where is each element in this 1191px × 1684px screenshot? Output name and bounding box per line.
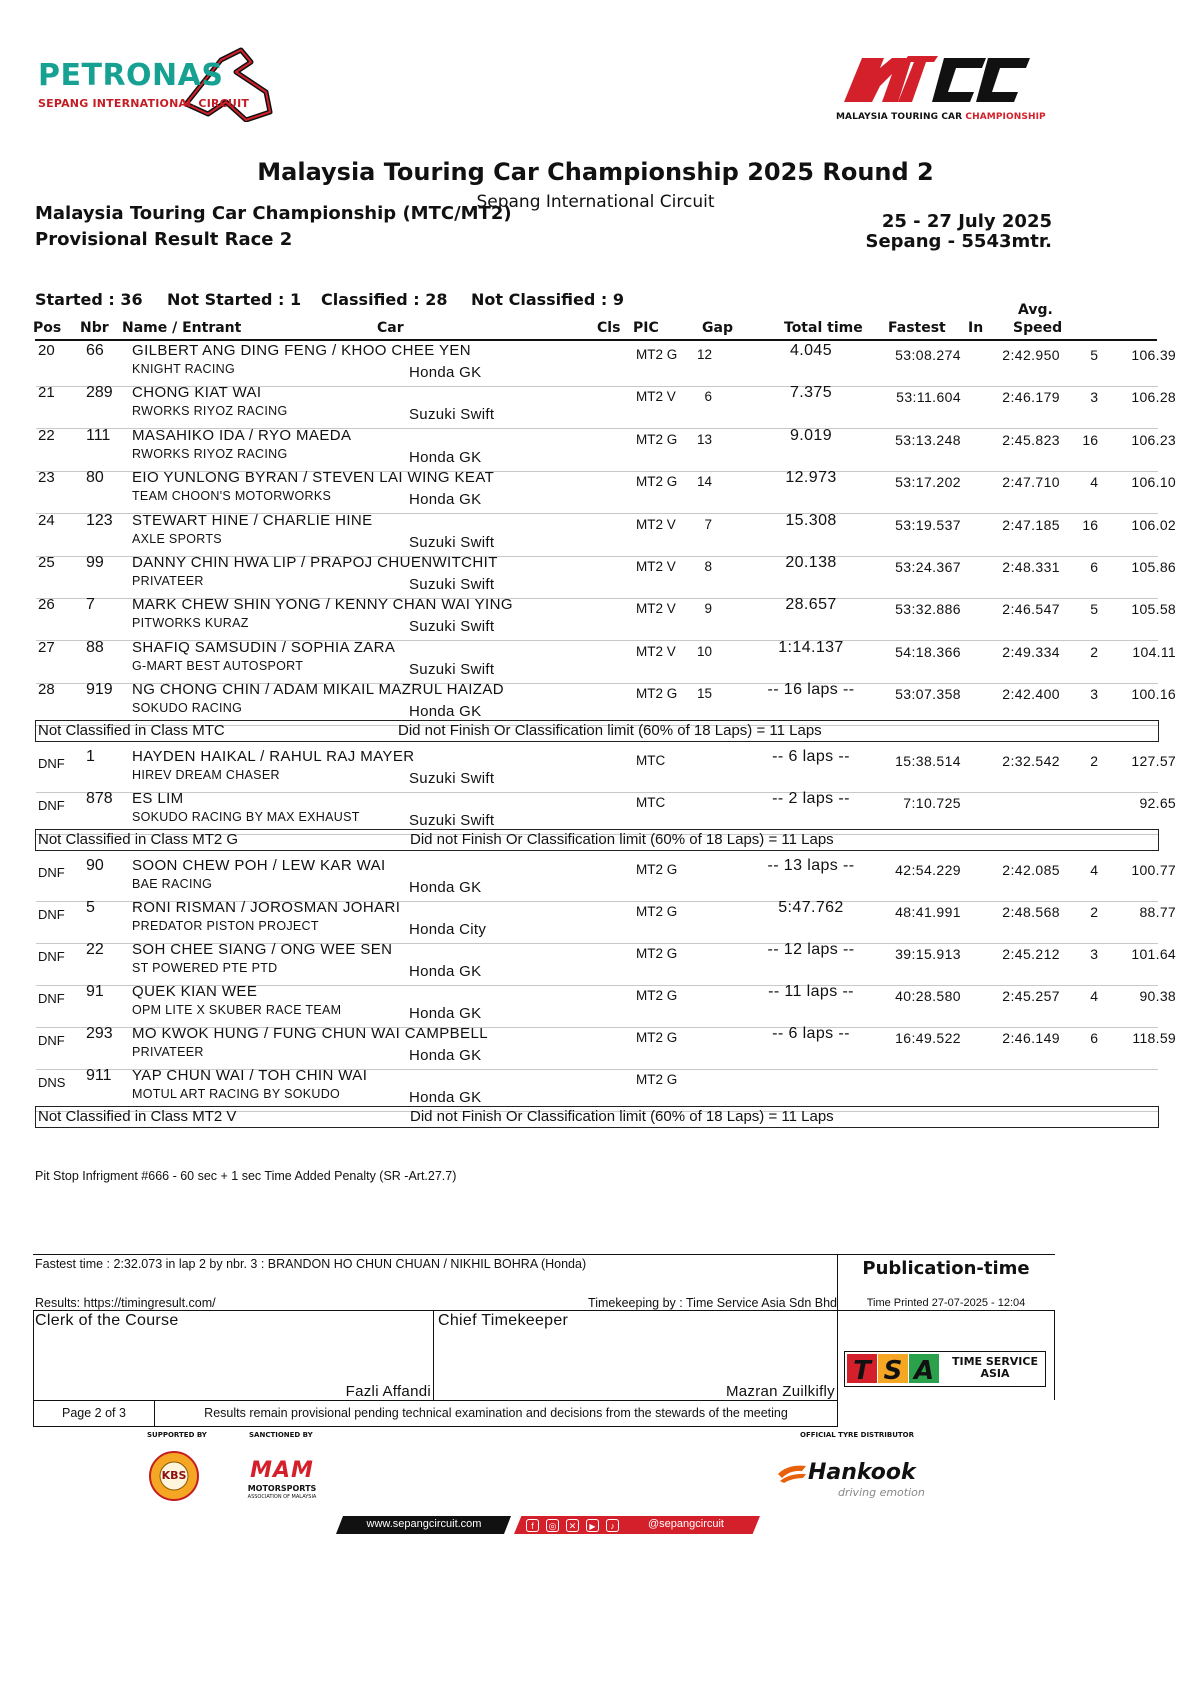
- total-time-cell: 16:49.522: [895, 1030, 961, 1046]
- pic-cell: 12: [696, 347, 712, 362]
- fastest-in-lap-cell: 5: [1090, 347, 1098, 363]
- nc-mt2v-note: Did not Finish Or Classification limit (60% of 18 Laps) = 11 Laps: [410, 1108, 834, 1125]
- hankook-h-icon: [776, 1462, 810, 1484]
- mam-sub: MOTORSPORTS: [247, 1484, 317, 1493]
- avg-speed-cell: 90.38: [1139, 988, 1176, 1004]
- gap-cell: 7.375: [789, 384, 833, 402]
- svg-text:S: S: [883, 1356, 903, 1385]
- stat-not-classified: Not Classified : 9: [471, 290, 624, 309]
- col-cls: Cls: [597, 320, 621, 336]
- car-model-cell: Honda GK: [409, 491, 482, 509]
- result-row: [36, 340, 1176, 387]
- entrant-cell: BAE RACING: [132, 877, 213, 891]
- car-model-cell: Suzuki Swift: [409, 533, 495, 551]
- total-time-cell: 53:19.537: [895, 516, 961, 533]
- col-car: Car: [377, 320, 404, 336]
- avg-speed-cell: 100.77: [1131, 862, 1176, 878]
- class-cell: MT2 G: [636, 946, 678, 961]
- result-row: [36, 788, 1176, 835]
- avg-speed-cell: 106.02: [1131, 516, 1176, 533]
- driver-name-cell: GILBERT ANG DING FENG / KHOO CHEE YEN: [132, 342, 472, 359]
- gap-cell: 20.138: [785, 554, 837, 571]
- stat-not-started: Not Started : 1: [167, 290, 302, 309]
- driver-name-cell: SOH CHEE SIANG / ONG WEE SEN: [132, 941, 393, 958]
- car-model-cell: Honda GK: [409, 703, 482, 721]
- table-header: [0, 302, 1191, 342]
- col-fastest: Fastest: [888, 320, 946, 336]
- page-number: Page 2 of 3: [62, 1406, 126, 1420]
- avg-speed-cell: 88.77: [1139, 904, 1176, 920]
- pic-cell: 9: [704, 601, 712, 617]
- car-model-cell: Honda GK: [409, 448, 482, 466]
- entrant-cell: G-MART BEST AUTOSPORT: [132, 658, 304, 673]
- nc-mtc-note: Did not Finish Or Classification limit (60% of 18 Laps) = 11 Laps: [398, 722, 822, 739]
- car-number-cell: 91: [86, 983, 104, 1000]
- total-time-cell: 53:11.604: [896, 389, 961, 406]
- instagram-icon[interactable]: ◎: [546, 1519, 559, 1532]
- car-number-cell: 88: [86, 638, 104, 656]
- car-model-cell: Suzuki Swift: [409, 618, 495, 636]
- result-row: [36, 897, 1176, 944]
- fastest-lap-cell: 2:49.334: [1002, 643, 1060, 660]
- series-title: Malaysia Touring Car Championship (MTC/MT2): [35, 203, 512, 224]
- pic-cell: 13: [696, 431, 712, 447]
- total-time-cell: 39:15.913: [895, 946, 961, 962]
- class-cell: MT2 G: [636, 1030, 678, 1045]
- position-cell: 21: [38, 384, 55, 402]
- fastest-in-lap-cell: 5: [1090, 601, 1098, 618]
- nc-mt2g-banner: [35, 829, 1159, 851]
- position-cell: 24: [38, 511, 55, 529]
- fastest-lap-cell: 2:46.149: [1002, 1030, 1060, 1046]
- fastest-in-lap-cell: 3: [1090, 946, 1098, 962]
- fastest-in-lap-cell: 2: [1090, 643, 1098, 660]
- position-cell: DNF: [38, 798, 65, 813]
- driver-name-cell: RONI RISMAN / JOROSMAN JOHARI: [132, 899, 401, 916]
- chief-timekeeper-name: Mazran Zuilkifly: [726, 1383, 835, 1400]
- total-time-cell: 53:07.358: [895, 686, 961, 703]
- col-avg: Avg.: [1018, 302, 1053, 318]
- mam-logo: [232, 1458, 332, 1502]
- position-cell: 22: [38, 426, 55, 444]
- facebook-icon[interactable]: f: [526, 1519, 539, 1532]
- fastest-lap-cell: 2:46.179: [1002, 389, 1060, 406]
- tsa-name: [945, 1356, 1045, 1380]
- result-row: [36, 939, 1176, 986]
- publication-time-label: Publication-time: [862, 1258, 1030, 1279]
- driver-name-cell: MARK CHEW SHIN YONG / KENNY CHAN WAI YING: [132, 596, 513, 614]
- fastest-lap-cell: 2:47.185: [1002, 516, 1060, 533]
- car-number-cell: 5: [86, 899, 95, 916]
- entrant-cell: SOKUDO RACING BY MAX EXHAUST: [132, 810, 360, 824]
- result-row: [36, 552, 1176, 599]
- pic-cell: 10: [696, 643, 712, 659]
- class-cell: MT2 V: [636, 601, 676, 617]
- social-handle[interactable]: @sepangcircuit: [648, 1518, 724, 1530]
- gap-cell: -- 13 laps --: [767, 857, 855, 874]
- car-model-cell: Suzuki Swift: [409, 406, 495, 424]
- car-model-cell: Honda City: [409, 921, 487, 938]
- driver-name-cell: EIO YUNLONG BYRAN / STEVEN LAI WING KEAT: [132, 469, 495, 487]
- col-pic: PIC: [633, 320, 659, 336]
- car-model-cell: Suzuki Swift: [409, 660, 495, 678]
- col-nbr: Nbr: [80, 320, 109, 336]
- total-time-cell: 53:08.274: [895, 347, 961, 363]
- petronas-wordmark: PETRONAS: [38, 58, 224, 93]
- result-row: [36, 1065, 1158, 1112]
- tsa-letters-icon: [845, 1352, 945, 1385]
- svg-text:A: A: [913, 1356, 935, 1385]
- gap-cell: 9.019: [789, 426, 833, 444]
- car-model-cell: Honda GK: [409, 1047, 482, 1064]
- driver-name-cell: YAP CHUN WAI / TOH CHIN WAI: [132, 1067, 368, 1084]
- pic-cell: 14: [696, 474, 712, 490]
- entrant-cell: OPM LITE X SKUBER RACE TEAM: [132, 1003, 342, 1017]
- car-model-cell: Honda GK: [409, 963, 482, 980]
- page-subtitle: Sepang International Circuit: [476, 192, 715, 212]
- entrant-cell: KNIGHT RACING: [132, 362, 235, 376]
- class-cell: MT2 V: [636, 516, 676, 532]
- fastest-in-lap-cell: 2: [1090, 753, 1098, 769]
- class-cell: MTC: [636, 753, 666, 768]
- gap-cell: -- 6 laps --: [772, 1025, 850, 1042]
- session-title: Provisional Result Race 2: [35, 229, 293, 250]
- nc-mt2g-label: Not Classified in Class MT2 G: [38, 831, 239, 848]
- result-row: [36, 855, 1176, 902]
- class-cell: MT2 G: [636, 904, 678, 919]
- mtcc-subtitle-b: CHAMPIONSHIP: [965, 112, 1046, 122]
- result-row: [36, 510, 1176, 557]
- entrant-cell: MOTUL ART RACING BY SOKUDO: [132, 1087, 341, 1101]
- pic-cell: 6: [704, 389, 712, 405]
- website-link[interactable]: www.sepangcircuit.com: [366, 1518, 482, 1530]
- class-cell: MT2 G: [636, 1072, 678, 1087]
- driver-name-cell: MO KWOK HUNG / FUNG CHUN WAI CAMPBELL: [132, 1025, 488, 1042]
- entrant-cell: RWORKS RIYOZ RACING: [132, 404, 288, 419]
- driver-name-cell: DANNY CHIN HWA LIP / PRAPOJ CHUENWITCHIT: [132, 554, 498, 571]
- entrant-cell: PREDATOR PISTON PROJECT: [132, 919, 319, 933]
- stat-started: Started : 36: [35, 290, 143, 309]
- penalty-note: Pit Stop Infrigment #666 - 60 sec + 1 sec Time Added Penalty (SR -Art.27.7): [35, 1169, 457, 1183]
- stat-classified: Classified : 28: [321, 290, 448, 309]
- classified-results: [0, 340, 1191, 720]
- car-number-cell: 911: [86, 1067, 112, 1084]
- avg-speed-cell: 100.16: [1131, 686, 1176, 703]
- fastest-lap-cell: 2:45.212: [1002, 946, 1060, 962]
- nc-mt2v-label: Not Classified in Class MT2 V: [38, 1108, 237, 1125]
- tsa-name-line1: TIME SERVICE: [952, 1355, 1038, 1368]
- driver-name-cell: SHAFIQ SAMSUDIN / SOPHIA ZARA: [132, 638, 396, 656]
- gap-cell: 5:47.762: [778, 899, 844, 916]
- fastest-in-lap-cell: 4: [1090, 474, 1098, 491]
- nc-mt2g-note: Did not Finish Or Classification limit (60% of 18 Laps) = 11 Laps: [410, 831, 834, 848]
- class-cell: MT2 G: [636, 431, 678, 447]
- hankook-tagline: driving emotion: [838, 1486, 925, 1499]
- class-cell: MT2 G: [636, 474, 678, 490]
- car-number-cell: 99: [86, 554, 104, 571]
- col-in: In: [968, 320, 984, 336]
- result-row: [36, 981, 1176, 1028]
- class-cell: MT2 V: [636, 559, 676, 574]
- avg-speed-cell: 106.23: [1131, 431, 1176, 448]
- driver-name-cell: NG CHONG CHIN / ADAM MIKAIL MAZRUL HAIZAD: [132, 681, 504, 699]
- page-title: Malaysia Touring Car Championship 2025 Round 2: [257, 158, 934, 186]
- gap-cell: 15.308: [785, 511, 837, 529]
- result-row: [36, 382, 1176, 429]
- position-cell: DNF: [38, 949, 65, 964]
- gap-cell: -- 16 laps --: [767, 681, 855, 699]
- gap-cell: 1:14.137: [778, 638, 844, 656]
- result-row: [36, 637, 1176, 684]
- avg-speed-cell: 105.58: [1131, 601, 1176, 618]
- fastest-lap-cell: 2:42.950: [1002, 347, 1060, 363]
- col-total: Total time: [784, 320, 863, 336]
- position-cell: 27: [38, 638, 55, 656]
- class-cell: MT2 G: [636, 862, 678, 877]
- fastest-in-lap-cell: 4: [1090, 988, 1098, 1004]
- results-url[interactable]: Results: https://timingresult.com/: [35, 1296, 216, 1310]
- fastest-lap-cell: 2:32.542: [1002, 753, 1060, 769]
- fastest-lap-cell: 2:47.710: [1002, 474, 1060, 491]
- entrant-cell: PRIVATEER: [132, 1045, 204, 1059]
- nc-mtc-label: Not Classified in Class MTC: [38, 722, 225, 739]
- fastest-in-lap-cell: 4: [1090, 862, 1098, 878]
- avg-speed-cell: 127.57: [1131, 753, 1176, 769]
- driver-name-cell: MASAHIKO IDA / RYO MAEDA: [132, 426, 352, 444]
- col-gap: Gap: [702, 320, 733, 336]
- class-cell: MT2 V: [636, 643, 676, 659]
- total-time-cell: 15:38.514: [895, 753, 961, 769]
- position-cell: DNS: [38, 1075, 66, 1090]
- position-cell: DNF: [38, 1033, 65, 1048]
- position-cell: DNF: [38, 907, 65, 922]
- fastest-in-lap-cell: 3: [1090, 686, 1098, 703]
- pic-cell: 7: [704, 516, 712, 532]
- svg-text:T: T: [853, 1356, 871, 1385]
- petronas-logo: [36, 42, 276, 122]
- car-number-cell: 80: [86, 469, 104, 487]
- result-row: [36, 594, 1176, 641]
- fastest-in-lap-cell: 6: [1090, 1030, 1098, 1046]
- sanctioned-by-label: SANCTIONED BY: [249, 1431, 313, 1439]
- position-cell: DNF: [38, 991, 65, 1006]
- car-number-cell: 293: [86, 1025, 113, 1042]
- total-time-cell: 40:28.580: [895, 988, 961, 1004]
- hankook-wordmark: Hankook: [808, 1460, 916, 1485]
- tsa-name-line2: ASIA: [980, 1367, 1010, 1380]
- fastest-in-lap-cell: 16: [1082, 431, 1098, 448]
- car-number-cell: 289: [86, 384, 113, 402]
- nc-mt2g-results: [0, 855, 1191, 1107]
- total-time-cell: 7:10.725: [903, 795, 961, 811]
- tiktok-icon[interactable]: ♪: [606, 1519, 619, 1532]
- avg-speed-cell: 106.28: [1131, 389, 1176, 406]
- clerk-label: Clerk of the Course: [35, 1312, 179, 1329]
- col-name: Name / Entrant: [122, 320, 242, 336]
- supported-by-label: SUPPORTED BY: [147, 1431, 207, 1439]
- kbs-text: KBS: [161, 1469, 187, 1482]
- mtcc-mark-icon: [836, 52, 1036, 104]
- total-time-cell: 54:18.366: [895, 643, 961, 660]
- car-model-cell: Suzuki Swift: [409, 576, 495, 593]
- petronas-subtitle: SEPANG INTERNATIONAL CIRCUIT: [38, 97, 250, 110]
- fastest-lap-cell: 2:42.400: [1002, 686, 1060, 703]
- class-cell: MTC: [636, 795, 666, 810]
- position-cell: 20: [38, 342, 55, 359]
- result-row: [36, 425, 1176, 472]
- hankook-logo: [776, 1460, 946, 1500]
- position-cell: DNF: [38, 865, 65, 880]
- mtcc-subtitle-a: MALAYSIA TOURING CAR: [836, 112, 966, 122]
- mtcc-logo: [836, 52, 1046, 124]
- fastest-lap-cell: 2:48.568: [1002, 904, 1060, 920]
- fastest-in-lap-cell: 16: [1082, 516, 1098, 533]
- gap-cell: -- 11 laps --: [768, 983, 854, 1000]
- entrant-cell: RWORKS RIYOZ RACING: [132, 446, 288, 461]
- entrant-cell: HIREV DREAM CHASER: [132, 768, 280, 782]
- driver-name-cell: SOON CHEW POH / LEW KAR WAI: [132, 857, 386, 874]
- fastest-lap-cell: 2:45.823: [1002, 431, 1060, 448]
- avg-speed-cell: 118.59: [1132, 1030, 1176, 1046]
- tyre-distributor-label: OFFICIAL TYRE DISTRIBUTOR: [800, 1431, 914, 1439]
- kbs-logo: [148, 1450, 200, 1502]
- fastest-lap-cell: 2:48.331: [1002, 559, 1060, 575]
- class-cell: MT2 G: [636, 988, 678, 1003]
- fastest-time-note: Fastest time : 2:32.073 in lap 2 by nbr. 3 : BRANDON HO CHUN CHUAN / NIKHIL BOHRA (Honda): [35, 1257, 587, 1271]
- position-cell: 25: [38, 554, 55, 571]
- total-time-cell: 53:24.367: [895, 559, 961, 575]
- fastest-lap-cell: 2:42.085: [1002, 862, 1060, 878]
- nc-mtc-results: [0, 746, 1191, 830]
- driver-name-cell: QUEK KIAN WEE: [132, 983, 258, 1000]
- col-pos: Pos: [33, 320, 62, 336]
- car-model-cell: Suzuki Swift: [409, 812, 495, 829]
- total-time-cell: 48:41.991: [895, 904, 961, 920]
- position-cell: 28: [38, 681, 55, 699]
- fastest-lap-cell: 2:45.257: [1002, 988, 1060, 1004]
- nc-mt2v-banner: [35, 1106, 1159, 1128]
- driver-name-cell: HAYDEN HAIKAL / RAHUL RAJ MAYER: [132, 748, 415, 765]
- position-cell: 26: [38, 596, 55, 614]
- fastest-in-lap-cell: 3: [1090, 389, 1098, 406]
- gap-cell: -- 6 laps --: [772, 748, 850, 765]
- total-time-cell: 53:13.248: [895, 431, 961, 448]
- car-number-cell: 919: [86, 681, 113, 699]
- x-icon[interactable]: ✕: [566, 1519, 579, 1532]
- avg-speed-cell: 106.39: [1131, 347, 1176, 363]
- chief-timekeeper-label: Chief Timekeeper: [438, 1312, 569, 1329]
- tsa-logo: [844, 1351, 1046, 1387]
- result-row: [36, 1023, 1176, 1070]
- entrant-cell: PITWORKS KURAZ: [132, 616, 249, 631]
- gap-cell: 12.973: [785, 469, 837, 487]
- class-cell: MT2 V: [636, 389, 676, 405]
- car-number-cell: 66: [86, 342, 104, 359]
- entrant-cell: SOKUDO RACING: [132, 701, 243, 716]
- result-row: [36, 467, 1176, 514]
- pic-cell: 8: [704, 559, 712, 574]
- result-row: [36, 746, 1176, 793]
- fastest-in-lap-cell: 6: [1090, 559, 1098, 575]
- avg-speed-cell: 105.86: [1131, 559, 1176, 575]
- car-model-cell: Honda GK: [409, 879, 482, 896]
- pic-cell: 15: [696, 686, 712, 702]
- total-time-cell: 42:54.229: [895, 862, 961, 878]
- driver-name-cell: ES LIM: [132, 790, 184, 807]
- car-number-cell: 7: [86, 596, 95, 614]
- entrant-cell: TEAM CHOON'S MOTORWORKS: [132, 489, 332, 504]
- car-model-cell: Honda GK: [409, 1089, 482, 1106]
- car-model-cell: Honda GK: [409, 1005, 482, 1022]
- avg-speed-cell: 101.64: [1131, 946, 1176, 962]
- car-number-cell: 1: [86, 748, 95, 765]
- car-number-cell: 90: [86, 857, 104, 874]
- car-model-cell: Suzuki Swift: [409, 770, 495, 787]
- avg-speed-cell: 104.11: [1132, 643, 1176, 660]
- car-number-cell: 878: [86, 790, 113, 807]
- fastest-lap-cell: 2:46.547: [1002, 601, 1060, 618]
- time-printed: Time Printed 27-07-2025 - 12:04: [866, 1297, 1026, 1309]
- youtube-icon[interactable]: ▶: [586, 1519, 599, 1532]
- driver-name-cell: CHONG KIAT WAI: [132, 384, 262, 402]
- mtcc-subtitle: [836, 112, 1046, 122]
- mam-wordmark: MAM: [250, 1458, 314, 1483]
- entrant-cell: AXLE SPORTS: [132, 531, 222, 546]
- event-dates: 25 - 27 July 2025: [881, 211, 1052, 232]
- entrant-cell: ST POWERED PTE PTD: [132, 961, 278, 975]
- nc-mtc-banner: [35, 720, 1159, 742]
- class-cell: MT2 G: [636, 686, 678, 702]
- class-cell: MT2 G: [636, 347, 678, 362]
- total-time-cell: 53:17.202: [895, 474, 961, 491]
- col-speed: Speed: [1013, 320, 1063, 336]
- entrant-cell: PRIVATEER: [132, 574, 204, 588]
- position-cell: DNF: [38, 756, 65, 771]
- avg-speed-cell: 106.10: [1131, 474, 1176, 491]
- provisional-note: Results remain provisional pending technical examination and decisions from the stewards of the meeting: [204, 1406, 788, 1420]
- social-bar: [336, 1516, 760, 1534]
- fastest-in-lap-cell: 2: [1090, 904, 1098, 920]
- event-venue: Sepang - 5543mtr.: [865, 231, 1052, 252]
- clerk-name: Fazli Affandi: [345, 1383, 431, 1400]
- mam-sub2: ASSOCIATION OF MALAYSIA: [247, 1494, 317, 1500]
- gap-cell: 28.657: [785, 596, 837, 614]
- social-icons: [526, 1519, 638, 1532]
- total-time-cell: 53:32.886: [895, 601, 961, 618]
- gap-cell: 4.045: [789, 342, 833, 359]
- gap-cell: -- 12 laps --: [767, 941, 855, 958]
- car-model-cell: Honda GK: [409, 364, 482, 381]
- car-number-cell: 123: [86, 511, 113, 529]
- car-number-cell: 22: [86, 941, 104, 958]
- timekeeping-note: Timekeeping by : Time Service Asia Sdn Bhd: [588, 1296, 837, 1310]
- car-number-cell: 111: [86, 426, 111, 444]
- driver-name-cell: STEWART HINE / CHARLIE HINE: [132, 511, 373, 529]
- position-cell: 23: [38, 469, 55, 487]
- gap-cell: -- 2 laps --: [772, 790, 850, 807]
- avg-speed-cell: 92.65: [1139, 795, 1176, 811]
